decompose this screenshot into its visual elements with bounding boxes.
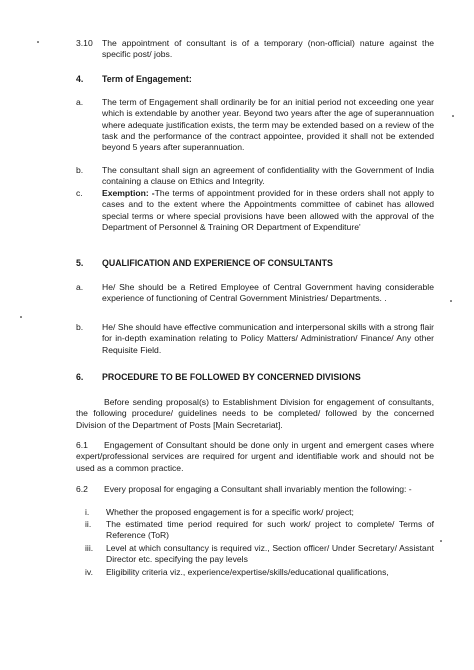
item-5b-label: b.: [76, 322, 84, 332]
list-item-label: iii.: [85, 543, 94, 553]
section-5-number: 5.: [76, 258, 84, 268]
list-item-label: ii.: [85, 519, 92, 529]
list-item-text: Level at which consultancy is required viz., Section officer/ Under Secretary/ Assistant Director etc. specifying the pay levels: [106, 543, 434, 565]
scan-speck: [20, 316, 22, 318]
section-4-number: 4.: [76, 74, 84, 84]
section-5-heading: QUALIFICATION AND EXPERIENCE OF CONSULTANTS: [102, 258, 333, 268]
clause-6-1-text: Engagement of Consultant should be done only in urgent and emergent cases where expert/professional services are required for urgent and identifiable work and should not be used as a common practice.: [76, 440, 434, 473]
section-4-heading: Term of Engagement:: [102, 74, 192, 84]
list-item-text: Whether the proposed engagement is for a specific work/ project;: [106, 507, 354, 517]
scan-speck: [37, 41, 39, 43]
scan-speck: [452, 115, 454, 117]
item-5b-text: He/ She should have effective communication and interpersonal skills with a strong flair for in-depth examination relating to Policy Matters/ Administration/ Finance/ Any other Requisite Field.: [102, 322, 434, 355]
item-4c-text: [102, 188, 434, 233]
list-item-text: The estimated time period required for such work/ project to complete/ Terms of Reference (ToR): [106, 519, 434, 541]
clause-number-3-10: 3.10: [76, 38, 93, 48]
item-5a-text: He/ She should be a Retired Employee of Central Government having considerable experience of functioning of Central Government Ministries/ Departments. .: [102, 282, 434, 304]
item-4a-text: The term of Engagement shall ordinarily be for an initial period not exceeding one year which is extendable by another year. Beyond two years after the age of superannuation where adequate justification exists, the term may be extended based on a review of the task and the performance of the contract appointee, provided it shall not be extended beyond 5 years after superannuation.: [102, 97, 434, 153]
clause-6-2-text: Every proposal for engaging a Consultant shall invariably mention the following: -: [104, 484, 412, 494]
item-4b-text: The consultant shall sign an agreement of confidentiality with the Government of India containing a clause on Ethics and Integrity.: [102, 165, 434, 187]
item-4a-label: a.: [76, 97, 84, 107]
clause-6-2-number: 6.2: [76, 484, 88, 494]
section-6-heading: PROCEDURE TO BE FOLLOWED BY CONCERNED DIVISIONS: [102, 372, 361, 382]
exemption-text: The terms of appointment provided for in these orders shall not apply to cases and to the extent where the Appointments committee of cabinet has allowed special terms or where special provisions have been allowed with the approval of the Department of Personnel & Training OR Department of Expenditure': [102, 188, 434, 232]
list-item-text: Eligibility criteria viz., experience/expertise/skills/educational qualifications,: [106, 567, 389, 577]
section-6-intro: Before sending proposal(s) to Establishment Division for engagement of consultants, the following procedure/ guidelines needs to be completed/ followed by the concerned Division of the Department of Posts [Main Secretariat].: [76, 397, 434, 430]
item-4b-label: b.: [76, 165, 84, 175]
scan-speck: [450, 300, 452, 302]
list-item-label: iv.: [85, 567, 93, 577]
scan-speck: [440, 540, 442, 542]
item-5a-label: a.: [76, 282, 84, 292]
exemption-label: Exemption: -: [102, 188, 155, 198]
clause-6-1-number: 6.1: [76, 440, 88, 450]
section-6-number: 6.: [76, 372, 84, 382]
item-4c-label: c.: [76, 188, 83, 198]
list-item-label: i.: [85, 507, 90, 517]
clause-3-10-text: The appointment of consultant is of a temporary (non-official) nature against the specific post/ jobs.: [102, 38, 434, 60]
